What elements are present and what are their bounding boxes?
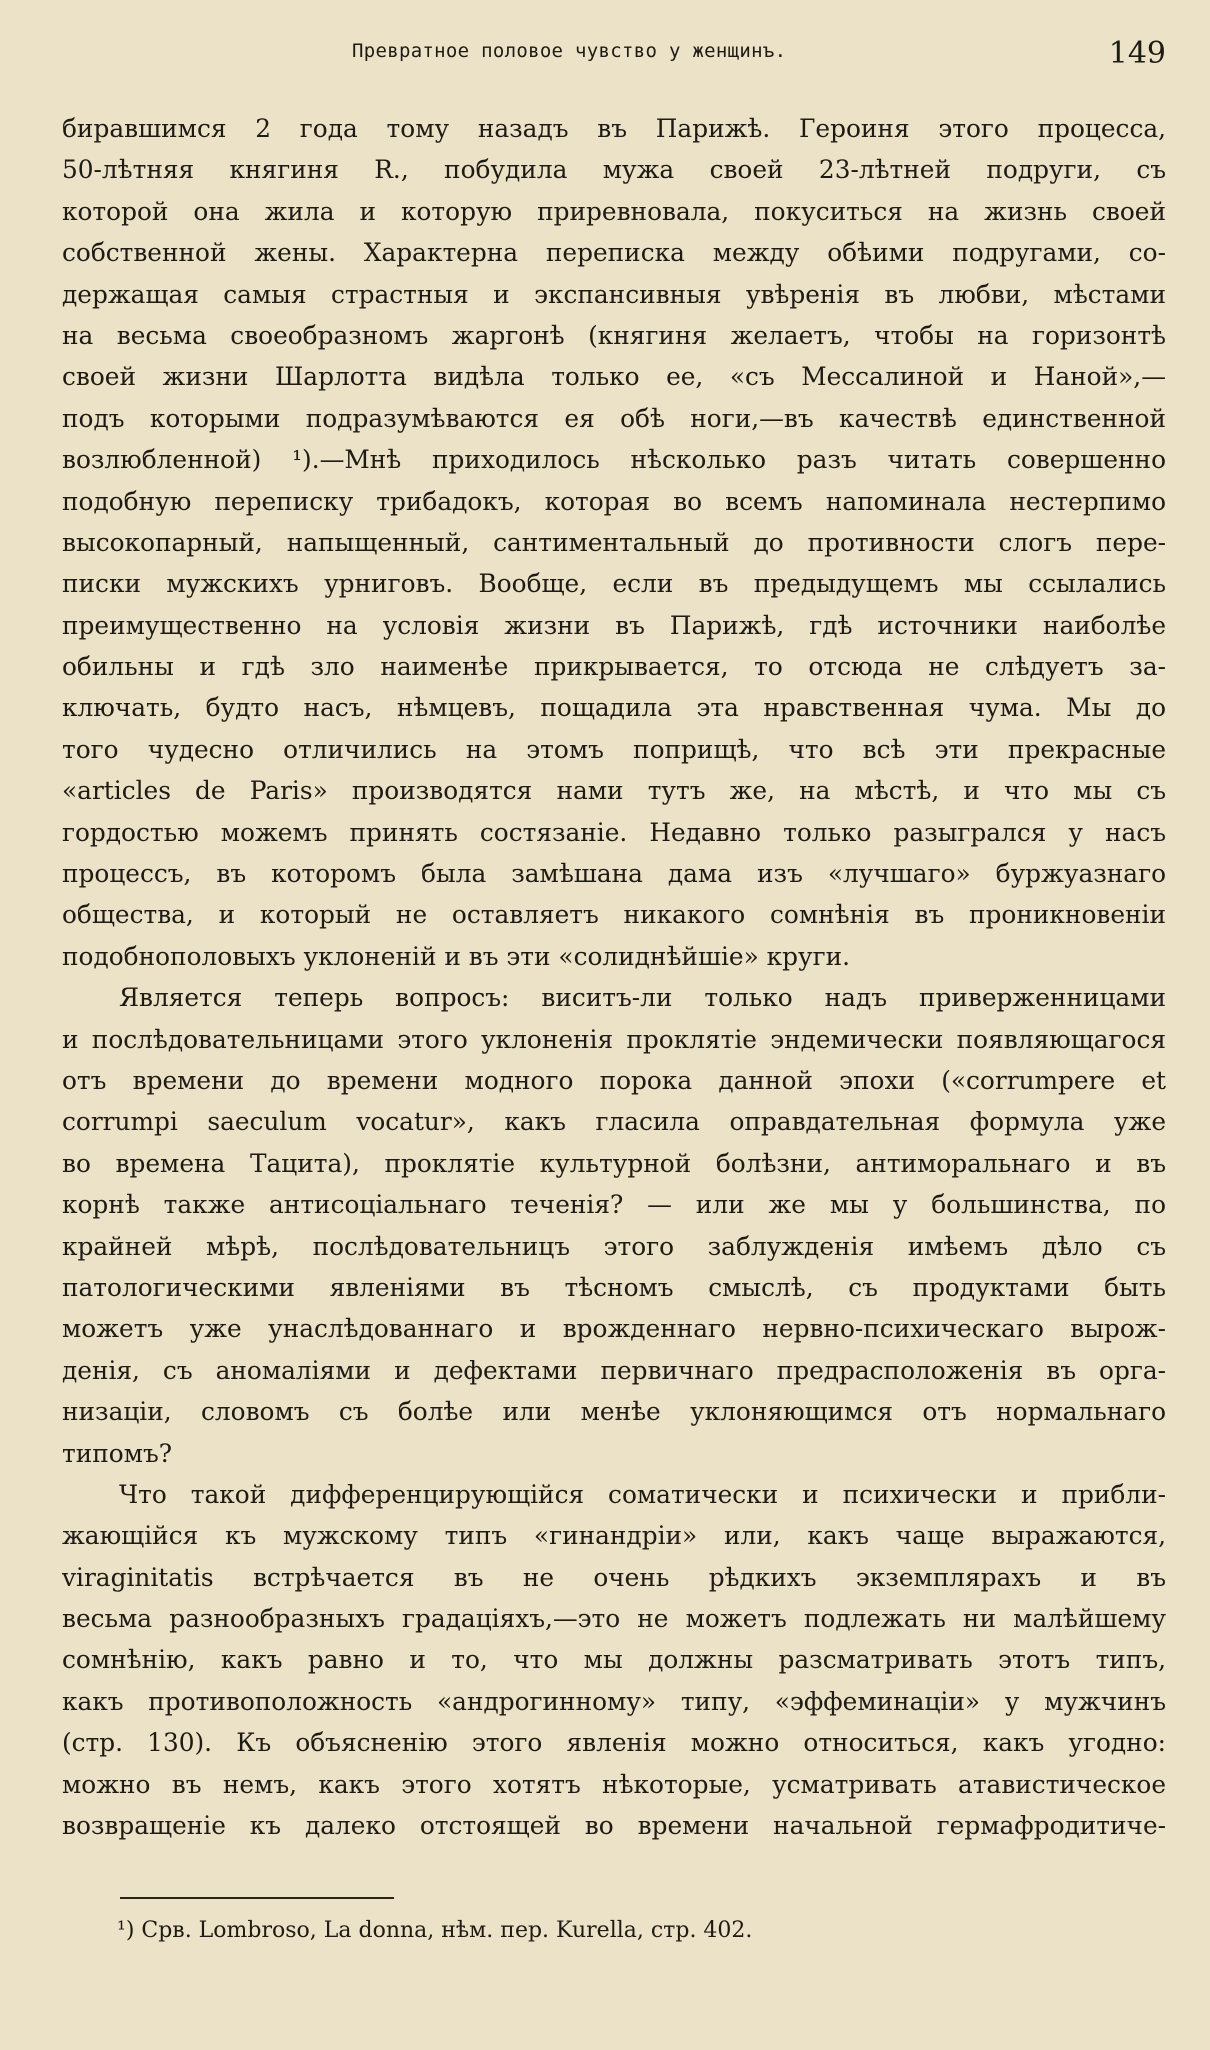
text-line: собственной жены. Характерна переписка между обѣими подругами, со- (62, 238, 1166, 268)
text-line: 50-лѣтняя княгиня R., побудила мужа своей 23-лѣтней подруги, съ (62, 155, 1166, 185)
footnote-rule (120, 1897, 394, 1899)
text-line: гордостью можемъ принять состязаніе. Недавно только разыгрался у насъ (62, 817, 1166, 847)
text-line: общества, и который не оставляетъ никакого сомнѣнія въ проникновеніи (62, 900, 1166, 930)
text-line: того чудесно отличились на этомъ поприщѣ, что всѣ эти прекрасные (62, 734, 1166, 764)
text-line: возвращеніе къ далеко отстоящей во времени начальной гермафродитиче- (62, 1811, 1166, 1841)
text-line: (стр. 130). Къ объясненію этого явленія можно относиться, какъ угодно: (62, 1728, 1166, 1758)
text-line: на весьма своеобразномъ жаргонѣ (княгиня желаетъ, чтобы на горизонтѣ (62, 320, 1166, 350)
text-line: денія, съ аномаліями и дефектами первичнаго предрасположенія въ орга- (62, 1355, 1166, 1385)
text-line: процессъ, въ которомъ была замѣшана дама изъ «лучшаго» буржуазнаго (62, 859, 1166, 889)
text-line: «articles de Paris» производятся нами тутъ же, на мѣстѣ, и что мы съ (62, 776, 1166, 806)
paragraph-end-line: типомъ? (62, 1438, 173, 1468)
page-number: 149 (1108, 36, 1166, 71)
text-line: бирaвшимся 2 года тому назадъ въ Парижѣ. Героиня этого процесса, (62, 114, 1166, 143)
running-title: Превратное половое чувство у женщинъ. (352, 40, 787, 62)
text-line: во времена Тацита), проклятіе культурной болѣзни, антиморальнаго и въ (62, 1148, 1166, 1178)
text-line: corrumpi saeculum vocatur», какъ гласила оправдательная формула уже (62, 1107, 1166, 1137)
text-line: подобную переписку трибадокъ, которая во всемъ напоминала нестерпимо (62, 486, 1166, 516)
text-line: обильны и гдѣ зло наименѣе прикрывается, то отсюда не слѣдуетъ за- (62, 652, 1166, 682)
text-line: какъ противоположность «андрогинному» типу, «эффеминаціи» у мужчинъ (62, 1686, 1166, 1716)
text-line: преимущественно на условія жизни въ Парижѣ, гдѣ источники наиболѣе (62, 610, 1166, 640)
text-line: писки мужскихъ урниговъ. Вообще, если въ предыдущемъ мы ссылались (62, 569, 1166, 599)
text-line: можетъ уже унаслѣдованнаго и врожденнаго нервно-психическаго вырож- (62, 1314, 1166, 1344)
text-line: которой она жила и которую приревновала, покуситься на жизнь своей (62, 196, 1166, 226)
running-head (62, 36, 1166, 76)
text-line: подъ которыми подразумѣваются ея обѣ ноги,—въ качествѣ единственной (62, 403, 1166, 433)
body-text (62, 108, 1166, 1846)
text-line: ключать, будто насъ, нѣмцевъ, пощадила эта нравственная чума. Мы до (62, 693, 1166, 723)
text-line: крайней мѣрѣ, послѣдовательницъ этого заблужденія имѣемъ дѣло съ (62, 1231, 1166, 1261)
paragraph-start-line: Является теперь вопросъ: виситъ-ли только надъ приверженницами (119, 983, 1166, 1013)
text-line: viraginitatis встрѣчается въ не очень рѣдкихъ экземплярахъ и въ (62, 1562, 1166, 1592)
text-line: низаціи, словомъ съ болѣе или менѣе уклоняющимся отъ нормальнаго (62, 1397, 1166, 1427)
footnote: ¹) Срв. Lombroso, La donna, нѣм. пер. Kurella, стр. 402. (117, 1918, 753, 1943)
text-line: возлюбленной) ¹).—Мнѣ приходилось нѣсколько разъ читать совершенно (62, 445, 1166, 475)
text-line: отъ времени до времени модного порока данной эпохи («corrumpere et (62, 1065, 1166, 1095)
text-line: держащая самыя страстныя и экспансивныя увѣренія въ любви, мѣстами (62, 279, 1166, 309)
text-line: можно въ немъ, какъ этого хотятъ нѣкоторые, усматривать атавистическое (62, 1769, 1166, 1799)
paragraph-start-line: Что такой дифференцирующійся соматически и психически и прибли- (119, 1479, 1166, 1509)
text-line: своей жизни Шарлотта видѣла только ее, «съ Мессалиной и Наной»,— (62, 362, 1166, 392)
text-line: высокопарный, напыщенный, сантиментальный до противности слогъ пере- (62, 527, 1166, 557)
text-line: патологическими явленіями въ тѣсномъ смыслѣ, съ продуктами быть (62, 1272, 1166, 1302)
text-line: весьма разнообразныхъ градацiяхъ,—это не можетъ подлежать ни малѣйшему (62, 1604, 1166, 1634)
text-line: и послѣдовательницами этого уклоненія проклятіе эндемически появляющагося (62, 1024, 1166, 1054)
paragraph-end-line: подобнополовыхъ уклоненій и въ эти «солиднѣйшіе» круги. (62, 941, 851, 971)
text-line: сомнѣнію, какъ равно и то, что мы должны разсматривать этотъ типъ, (62, 1645, 1166, 1675)
text-line: корнѣ также антисоціальнаго теченія? — или же мы у большинства, по (62, 1190, 1166, 1220)
text-line: жающійся къ мужскому типъ «гинандріи» или, какъ чаще выражаются, (62, 1521, 1166, 1551)
